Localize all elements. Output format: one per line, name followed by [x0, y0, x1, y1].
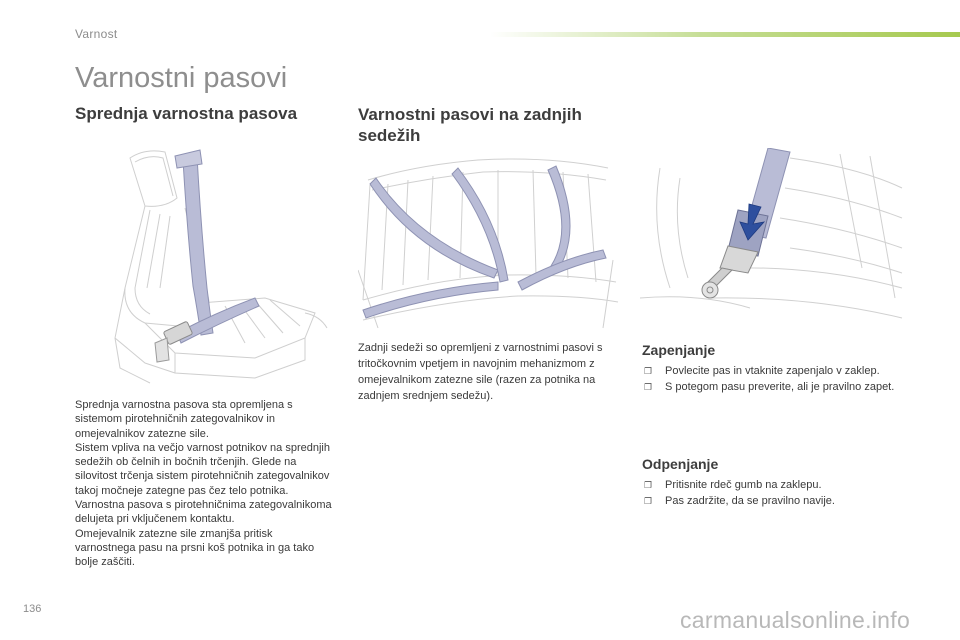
front-belts-heading: Sprednja varnostna pasova — [75, 104, 298, 123]
front-paragraph: Sistem vpliva na večjo varnost potnikov na sprednjih sedežih ob čelnih in bočnih trčenjih. Glede na silovitost trčenja sistem pirotehničnih zategovalnikov takoj močneje zategne pas čez telo potnika. — [75, 441, 330, 497]
header-accent-bar — [490, 32, 960, 37]
fastening-list — [642, 363, 912, 395]
fastening-heading: Zapenjanje — [642, 342, 716, 358]
front-belt-lap — [177, 298, 259, 343]
front-paragraph: Omejevalnik zatezne sile zmanjša pritisk varnostnega pasu na prsni koš potnika in ga tako bolje zaščiti. — [75, 527, 315, 569]
rear-belts-text: Zadnji sedeži so opremljeni z varnostnimi pasovi s tritočkovnim vpetjem in navojnim mehanizmom z omejevalnikom zatezne sile (razen za potnika na zadnjem srednjem sedežu). — [358, 342, 603, 402]
rear-seats-illustration — [358, 150, 620, 330]
rear-belts-heading: Varnostni pasovi na zadnjih sedežih — [358, 105, 582, 145]
bullet-text: Pritisnite rdeč gumb na zaklepu. — [665, 479, 822, 491]
bullet-text: S potegom pasu preverite, ali je pravilno zapet. — [665, 381, 895, 393]
list-item — [642, 363, 912, 379]
list-item — [642, 477, 912, 493]
page-number: 136 — [23, 603, 42, 615]
buckle-illustration — [640, 148, 905, 330]
buckle-drawing — [640, 148, 905, 330]
front-paragraph: Varnostna pasova s pirotehničnima zategovalnikoma delujeta pri vključenem kontaktu. — [75, 499, 332, 526]
bullet-icon: ❐ — [644, 382, 653, 392]
anchor-bolt-icon — [702, 282, 718, 298]
rear-belt-left — [370, 178, 498, 278]
front-belt-shoulder — [183, 156, 213, 335]
bullet-icon: ❐ — [644, 496, 653, 506]
list-item — [642, 379, 912, 395]
unfastening-heading: Odpenjanje — [642, 456, 719, 472]
section-label: Varnost — [75, 27, 118, 41]
bullet-icon: ❐ — [644, 366, 653, 376]
rear-seats-drawing — [358, 150, 620, 330]
bullet-text: Povlecite pas in vtaknite zapenjalo v zaklep. — [665, 365, 880, 377]
unfastening-list — [642, 477, 912, 509]
page-title: Varnostni pasovi — [75, 62, 288, 94]
bullet-icon: ❐ — [644, 480, 653, 490]
front-seat-illustration — [105, 138, 335, 388]
watermark: carmanualsonline.info — [680, 607, 911, 633]
rear-belt-lap — [363, 282, 498, 318]
front-seat-drawing — [105, 138, 335, 388]
front-paragraph: Sprednja varnostna pasova sta opremljena s sistemom pirotehničnih zategovalnikov in omejevalnikov zatezne sile. — [75, 399, 293, 440]
front-belts-text — [75, 398, 335, 570]
bullet-text: Pas zadržite, da se pravilno navije. — [665, 495, 835, 507]
list-item — [642, 493, 912, 509]
